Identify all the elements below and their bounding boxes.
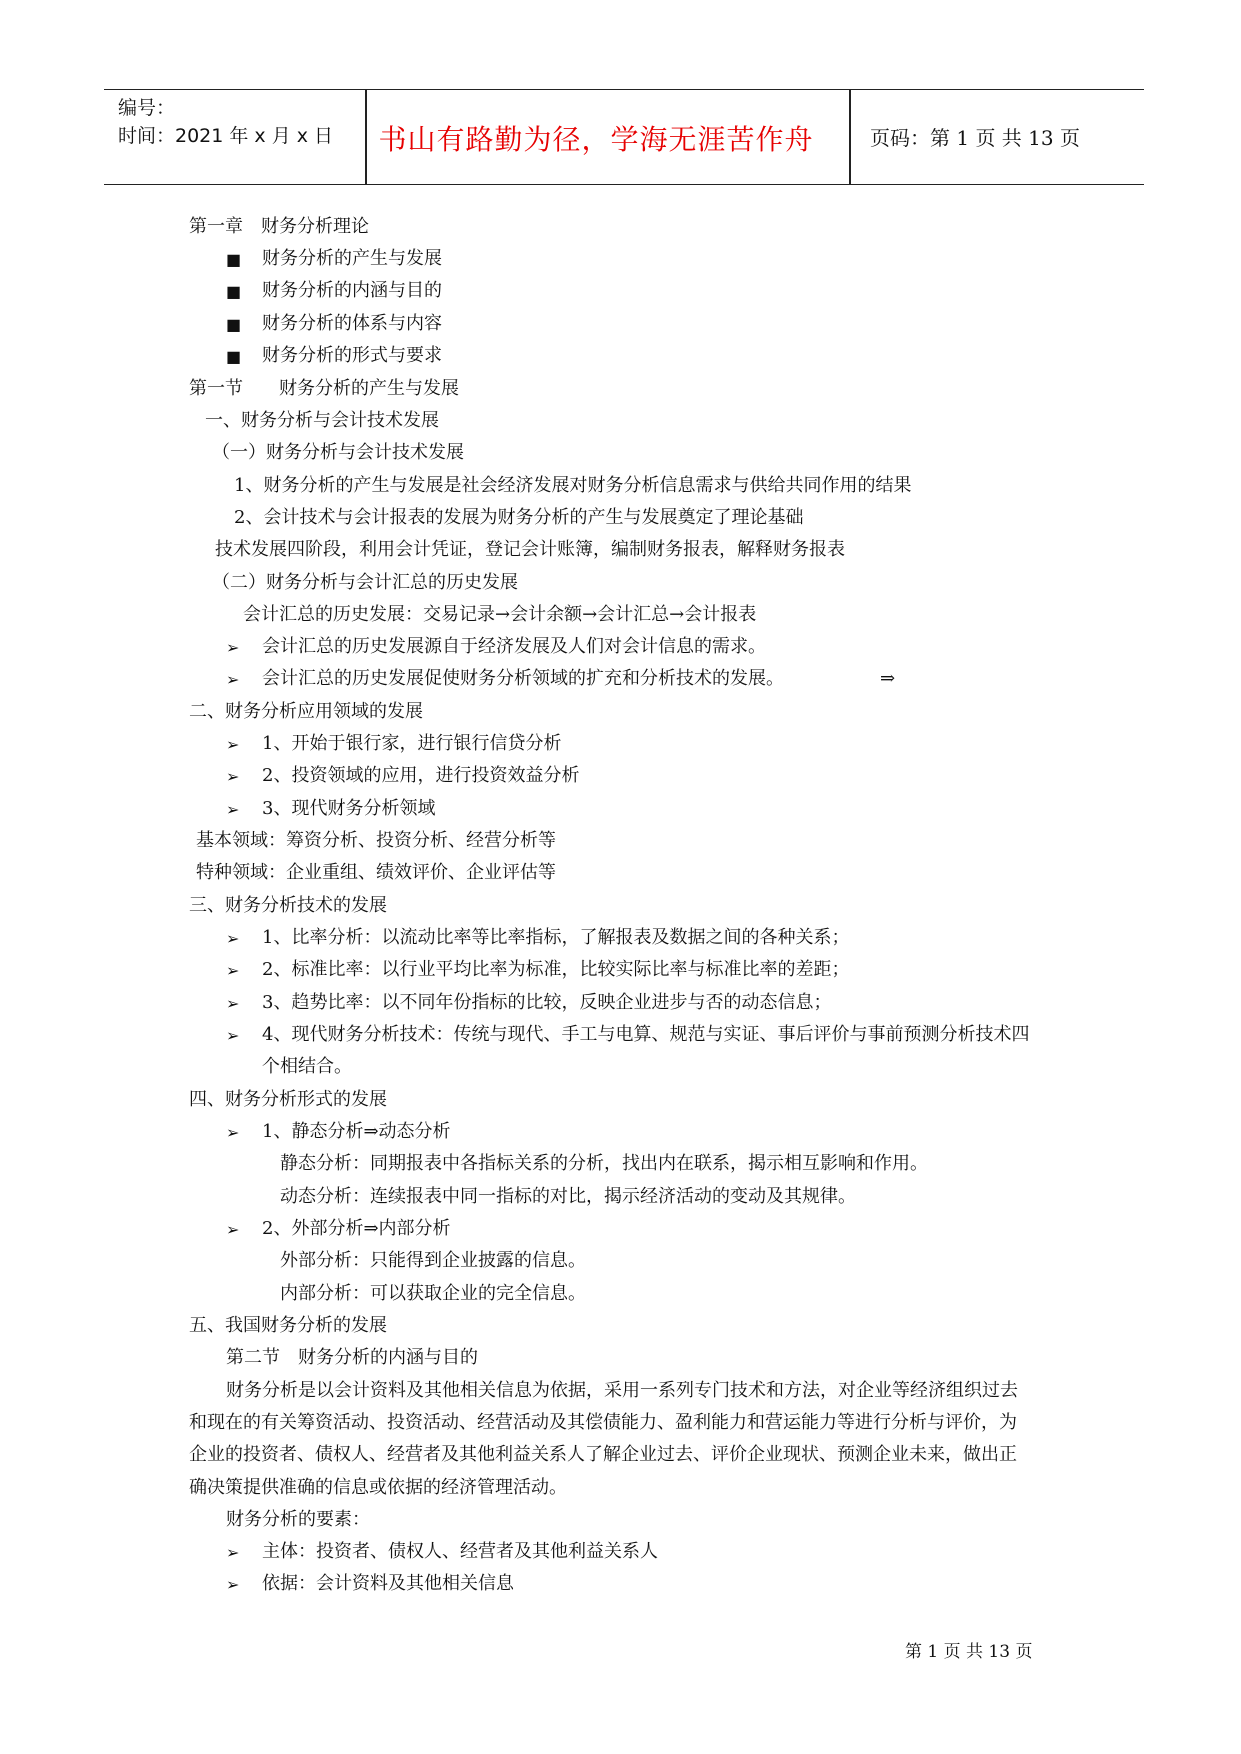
subheading: （二）财务分析与会计汇总的历史发展 bbox=[212, 572, 518, 593]
paragraph: 和现在的有关筹资活动、投资活动、经营活动及其偿债能力、盈利能力和营运能力等进行分析与评价，为 bbox=[189, 1412, 1017, 1433]
chapter-title: 第一章 财务分析理论 bbox=[189, 216, 369, 237]
list-item: 依据：会计资料及其他相关信息 bbox=[262, 1573, 514, 1594]
page-footer: 第 1 页 共 13 页 bbox=[905, 1642, 1033, 1662]
section-title: 第一节 财务分析的产生与发展 bbox=[189, 378, 459, 399]
arrow-bullet-icon: ➢ bbox=[226, 1220, 240, 1239]
paragraph: 确决策提供准确的信息或依据的经济管理活动。 bbox=[189, 1477, 567, 1498]
paragraph: 会计汇总的历史发展：交易记录→会计余额→会计汇总→会计报表 bbox=[243, 604, 757, 625]
list-item: 3、现代财务分析领域 bbox=[262, 798, 436, 819]
paragraph: 2、会计技术与会计报表的发展为财务分析的产生与发展奠定了理论基础 bbox=[234, 507, 804, 528]
arrow-bullet-icon: ➢ bbox=[226, 735, 240, 754]
heading: 一、财务分析与会计技术发展 bbox=[205, 410, 439, 431]
list-item: 1、开始于银行家，进行银行信贷分析 bbox=[262, 733, 562, 754]
toc-item: 财务分析的产生与发展 bbox=[262, 248, 442, 269]
list-item-continuation: 个相结合。 bbox=[262, 1056, 352, 1077]
arrow-bullet-icon: ➢ bbox=[226, 1026, 240, 1045]
arrow-bullet-icon: ➢ bbox=[226, 800, 240, 819]
heading: 四、财务分析形式的发展 bbox=[189, 1089, 387, 1110]
paragraph: 技术发展四阶段，利用会计凭证，登记会计账簿，编制财务报表，解释财务报表 bbox=[215, 539, 845, 560]
toc-item: 财务分析的内涵与目的 bbox=[262, 280, 442, 301]
list-item: 会计汇总的历史发展促使财务分析领域的扩充和分析技术的发展。 bbox=[262, 668, 784, 689]
arrow-bullet-icon: ➢ bbox=[226, 1575, 240, 1594]
heading: 三、财务分析技术的发展 bbox=[189, 895, 387, 916]
header-meta bbox=[118, 94, 333, 150]
header-motto: 书山有路勤为径，学海无涯苦作舟 bbox=[378, 123, 814, 156]
square-bullet-icon: ■ bbox=[226, 315, 242, 334]
paragraph: 特种领域：企业重组、绩效评价、企业评估等 bbox=[196, 862, 556, 883]
paragraph: 财务分析的要素： bbox=[226, 1509, 370, 1530]
time-label: 时间：2021 年 x 月 x 日 bbox=[118, 125, 334, 147]
paragraph: 基本领域：筹资分析、投资分析、经营分析等 bbox=[196, 830, 556, 851]
list-item: 4、现代财务分析技术：传统与现代、手工与电算、规范与实证、事后评价与事前预测分析技术四 bbox=[262, 1024, 1030, 1045]
list-item: 主体：投资者、债权人、经营者及其他利益关系人 bbox=[262, 1541, 658, 1562]
arrow-bullet-icon: ➢ bbox=[226, 929, 240, 948]
arrow-bullet-icon: ➢ bbox=[226, 1123, 240, 1142]
list-item: 1、静态分析⇒动态分析 bbox=[262, 1121, 451, 1142]
paragraph: 财务分析是以会计资料及其他相关信息为依据，采用一系列专门技术和方法，对企业等经济组织过去 bbox=[226, 1380, 1018, 1401]
list-item: 2、外部分析⇒内部分析 bbox=[262, 1218, 451, 1239]
list-item: 2、投资领域的应用，进行投资效益分析 bbox=[262, 765, 580, 786]
arrow-bullet-icon: ➢ bbox=[226, 638, 240, 657]
arrow-bullet-icon: ➢ bbox=[226, 767, 240, 786]
number-label: 编号： bbox=[118, 97, 176, 119]
header-page-number: 页码：第 1 页 共 13 页 bbox=[870, 126, 1080, 150]
list-item: 3、趋势比率：以不同年份指标的比较，反映企业进步与否的动态信息； bbox=[262, 992, 832, 1013]
section-title: 第二节 财务分析的内涵与目的 bbox=[226, 1347, 478, 1368]
toc-item: 财务分析的形式与要求 bbox=[262, 345, 442, 366]
paragraph: 动态分析：连续报表中同一指标的对比，揭示经济活动的变动及其规律。 bbox=[280, 1186, 856, 1207]
arrow-bullet-icon: ➢ bbox=[226, 994, 240, 1013]
heading: 五、我国财务分析的发展 bbox=[189, 1315, 387, 1336]
implies-arrow-icon: ⇒ bbox=[880, 668, 896, 689]
square-bullet-icon: ■ bbox=[226, 282, 242, 301]
subheading: （一）财务分析与会计技术发展 bbox=[212, 442, 464, 463]
arrow-bullet-icon: ➢ bbox=[226, 670, 240, 689]
paragraph: 外部分析：只能得到企业披露的信息。 bbox=[280, 1250, 586, 1271]
arrow-bullet-icon: ➢ bbox=[226, 1543, 240, 1562]
paragraph: 1、财务分析的产生与发展是社会经济发展对财务分析信息需求与供给共同作用的结果 bbox=[234, 475, 912, 496]
arrow-bullet-icon: ➢ bbox=[226, 961, 240, 980]
list-item: 会计汇总的历史发展源自于经济发展及人们对会计信息的需求。 bbox=[262, 636, 766, 657]
heading: 二、财务分析应用领域的发展 bbox=[189, 701, 423, 722]
list-item: 1、比率分析：以流动比率等比率指标，了解报表及数据之间的各种关系； bbox=[262, 927, 850, 948]
paragraph: 内部分析：可以获取企业的完全信息。 bbox=[280, 1283, 586, 1304]
list-item: 2、标准比率：以行业平均比率为标准，比较实际比率与标准比率的差距； bbox=[262, 959, 850, 980]
square-bullet-icon: ■ bbox=[226, 347, 242, 366]
paragraph: 企业的投资者、债权人、经营者及其他利益关系人了解企业过去、评价企业现状、预测企业未来，做出正 bbox=[189, 1444, 1017, 1465]
page-header bbox=[104, 89, 1144, 185]
header-divider bbox=[849, 90, 851, 184]
toc-item: 财务分析的体系与内容 bbox=[262, 313, 442, 334]
square-bullet-icon: ■ bbox=[226, 250, 242, 269]
paragraph: 静态分析：同期报表中各指标关系的分析，找出内在联系，揭示相互影响和作用。 bbox=[280, 1153, 928, 1174]
